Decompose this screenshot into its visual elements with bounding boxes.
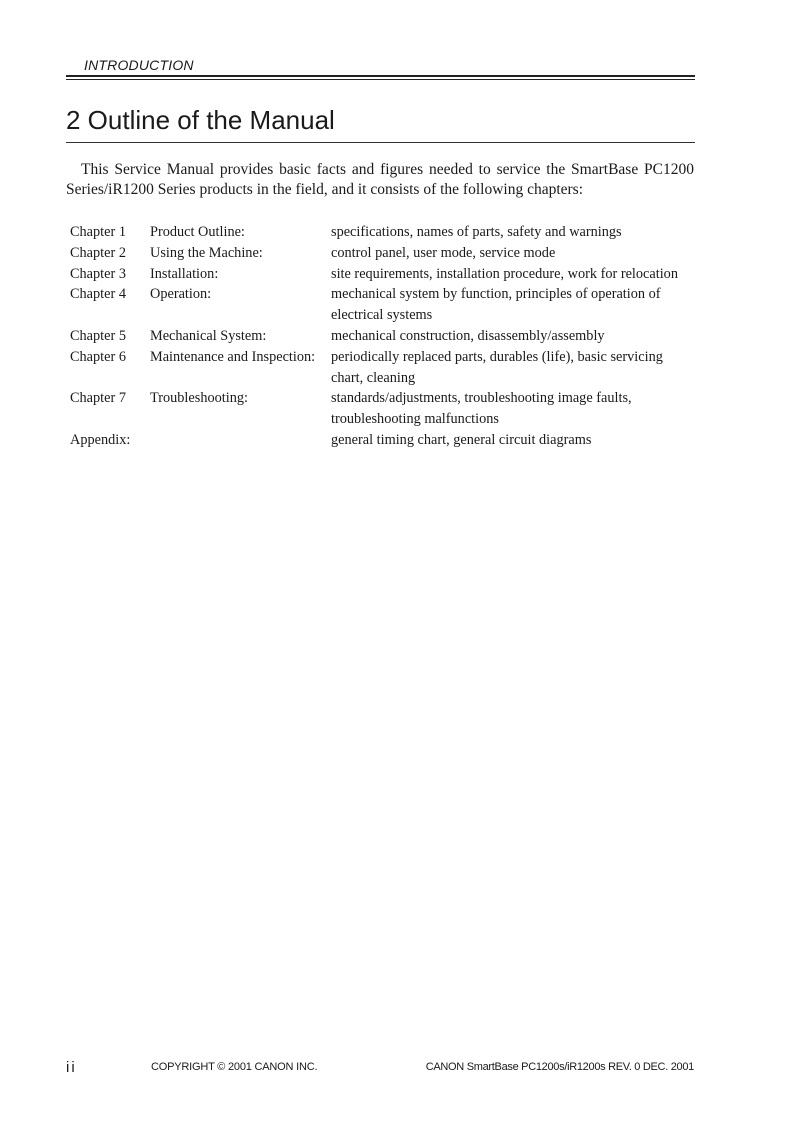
chapter-number: Chapter 2 xyxy=(70,244,126,261)
chapter-row xyxy=(70,222,695,243)
chapter-number: Chapter 7 xyxy=(70,390,126,407)
chapter-description: mechanical system by function, principles of operation of electrical systems xyxy=(331,286,661,324)
chapter-title: Troubleshooting: xyxy=(150,390,248,407)
chapter-description: mechanical construction, disassembly/assembly xyxy=(331,327,605,344)
chapter-title: Installation: xyxy=(150,265,219,282)
header-rule-thick xyxy=(66,75,695,77)
section-title: 2 Outline of the Manual xyxy=(66,105,335,135)
chapter-number: Chapter 1 xyxy=(70,224,126,240)
chapter-description: control panel, user mode, service mode xyxy=(331,244,556,261)
chapter-number: Chapter 5 xyxy=(70,327,126,344)
chapter-title: Product Outline: xyxy=(150,224,245,240)
revision-info: CANON SmartBase PC1200s/iR1200s REV. 0 DEC. 2001 xyxy=(425,1061,694,1073)
chapter-title: Mechanical System: xyxy=(150,327,267,344)
chapter-row xyxy=(70,347,695,389)
page-number: ii xyxy=(66,1059,77,1076)
chapter-row xyxy=(70,264,695,285)
chapter-title: Using the Machine: xyxy=(150,244,263,261)
chapter-number: Chapter 6 xyxy=(70,348,126,365)
chapter-row xyxy=(70,388,695,430)
chapter-description: periodically replaced parts, durables (life), basic servicing chart, cleaning xyxy=(331,348,663,386)
chapter-number: Appendix: xyxy=(70,431,131,448)
chapter-description: general timing chart, general circuit diagrams xyxy=(331,431,592,448)
running-header: INTRODUCTION xyxy=(84,57,194,73)
copyright-notice: COPYRIGHT © 2001 CANON INC. xyxy=(151,1061,318,1073)
chapter-row xyxy=(70,430,695,451)
chapter-description: specifications, names of parts, safety and warnings xyxy=(331,224,622,240)
chapter-row xyxy=(70,284,695,326)
chapter-description: site requirements, installation procedure, work for relocation xyxy=(331,265,678,282)
header-rule-thin xyxy=(66,79,695,80)
chapter-row xyxy=(70,243,695,264)
chapter-title xyxy=(150,430,331,451)
chapter-number: Chapter 4 xyxy=(70,286,126,303)
chapter-list xyxy=(70,222,695,451)
chapter-description: standards/adjustments, troubleshooting image faults, troubleshooting malfunctions xyxy=(331,390,632,428)
chapter-number: Chapter 3 xyxy=(70,265,126,282)
chapter-title: Maintenance and Inspection: xyxy=(150,348,316,365)
intro-paragraph: This Service Manual provides basic facts and figures needed to service the SmartBase PC1200 Series/iR1200 Series products in the field, and it consists of the following chapters: xyxy=(66,161,694,198)
title-rule xyxy=(66,142,695,143)
chapter-row xyxy=(70,326,695,347)
chapter-title: Operation: xyxy=(150,286,212,303)
